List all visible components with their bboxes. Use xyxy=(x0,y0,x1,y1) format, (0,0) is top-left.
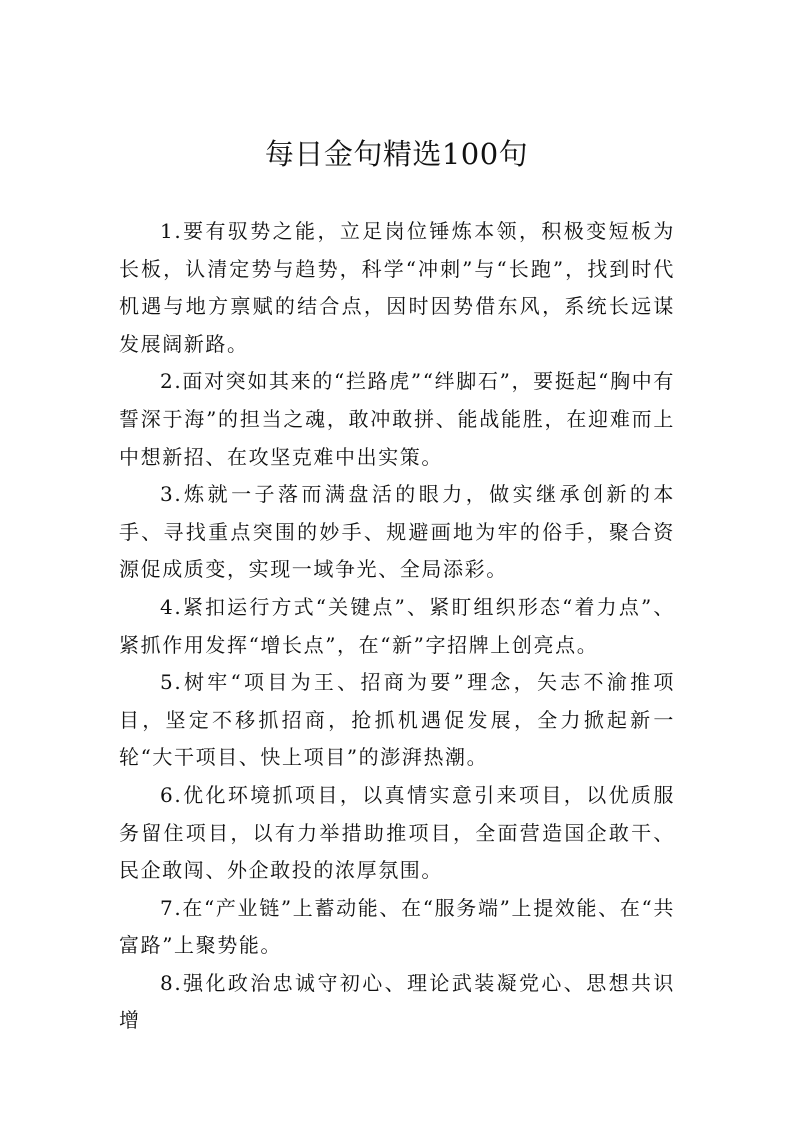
paragraph-3: 3.炼就一子落而满盘活的眼力，做实继承创新的本手、寻找重点突围的妙手、规避画地为牢的俗手，聚合资源促成质变，实现一域争光、全局添彩。 xyxy=(119,482,675,582)
document-body xyxy=(119,213,675,1040)
paragraph-5: 5.树牢“项目为王、招商为要”理念，矢志不渝推项目，坚定不移抓招商，抢抓机遇促发展，全力掀起新一轮“大干项目、快上项目”的澎湃热潮。 xyxy=(119,670,675,770)
paragraph-6: 6.优化环境抓项目，以真情实意引来项目，以优质服务留住项目，以有力举措助推项目，全面营造国企敢干、民企敢闯、外企敢投的浓厚氛围。 xyxy=(119,782,675,883)
paragraph-8: 8.强化政治忠诚守初心、理论武装凝党心、思想共识增 xyxy=(119,970,675,1033)
document-title: 每日金句精选100句 xyxy=(264,137,529,171)
paragraph-1: 1.要有驭势之能，立足岗位锤炼本领，积极变短板为长板，认清定势与趋势，科学“冲刺”与“长跑”，找到时代机遇与地方禀赋的结合点，因时因势借东风，系统长远谋发展阔新路。 xyxy=(119,219,675,356)
paragraph-2: 2.面对突如其来的“拦路虎”“绊脚石”，要挺起“胸中有誓深于海”的担当之魂，敢冲敢拼、能战能胜，在迎难而上中想新招、在攻坚克难中出实策。 xyxy=(119,369,675,469)
paragraph-4: 4.紧扣运行方式“关键点”、紧盯组织形态“着力点”、紧抓作用发挥“增长点”，在“新”字招牌上创亮点。 xyxy=(119,594,675,657)
paragraph-7: 7.在“产业链”上蓄动能、在“服务端”上提效能、在“共富路”上聚势能。 xyxy=(119,895,675,958)
